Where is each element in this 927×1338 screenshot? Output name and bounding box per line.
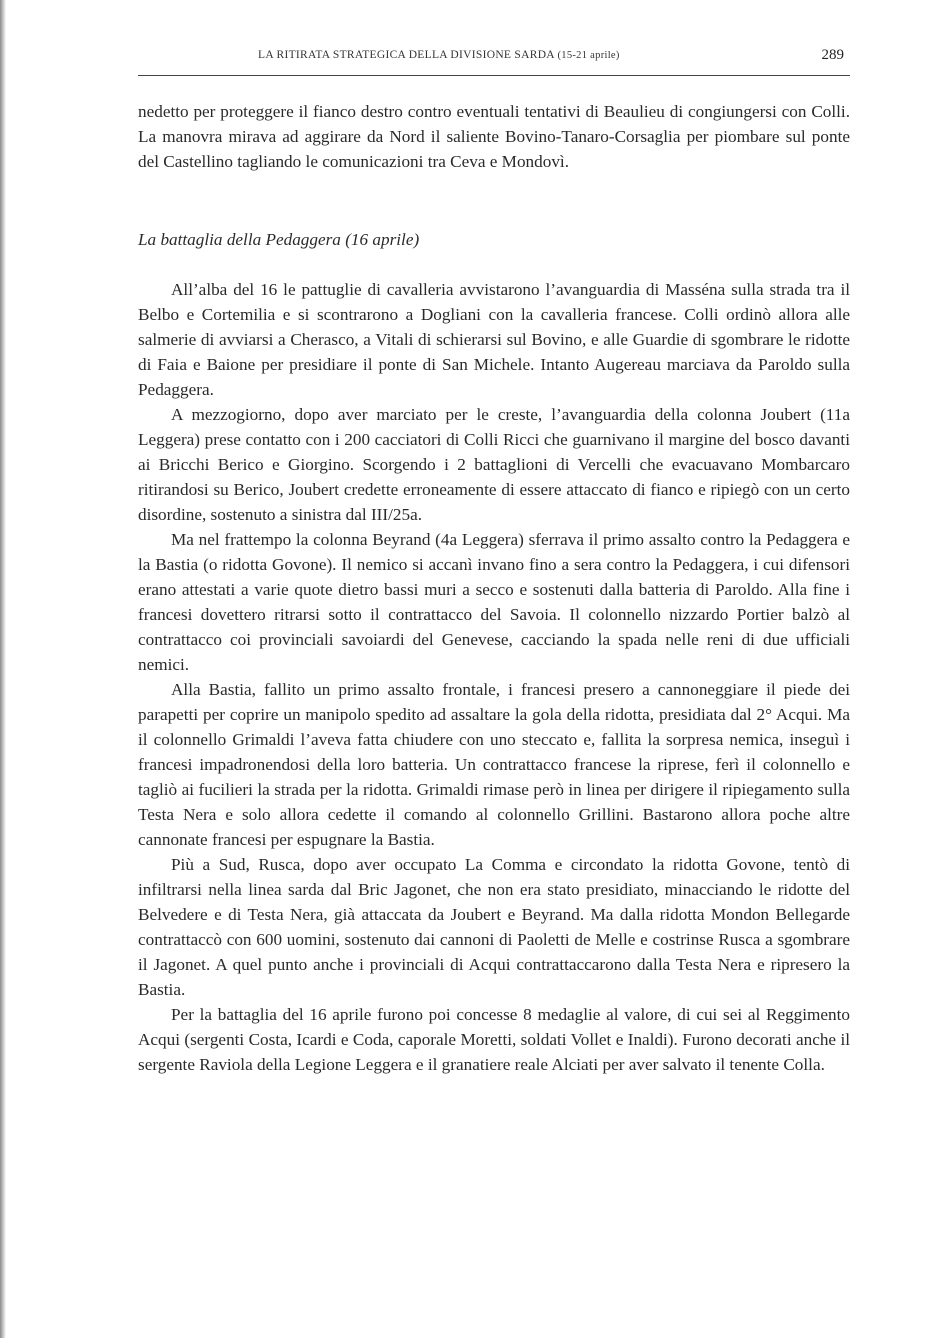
running-header-dates: (15-21 aprile) [557, 50, 620, 61]
running-header [138, 48, 850, 70]
paragraph: All’alba del 16 le pattuglie di cavalleria avvistarono l’avanguardia di Masséna sulla strada tra il Belbo e Cortemilia e si scontrarono a Dogliani con la cavalleria francese. Colli ordinò allora alle salmerie di avviarsi a Cherasco, a Vitali di schierarsi sul Bovino, e alle Guardie di sgombrare le ridotte di Faia e Baione per presidiare il ponte di San Michele. Intanto Augereau marciava da Paroldo sulla Pedaggera. [138, 280, 850, 399]
running-header-main: LA RITIRATA STRATEGICA DELLA DIVISIONE SARDA [258, 49, 555, 61]
paragraph: Alla Bastia, fallito un primo assalto frontale, i francesi presero a cannoneggiare il piede dei parapetti per coprire un manipolo spedito ad assaltare la gola della ridotta, presidiata dal 2° Acqui. Ma il colonnello Grimaldi l’aveva fatta chiudere con uno steccato e, fallita la sorpresa nemica, inseguì i francesi impadronendosi della loro batteria. Un contrattacco francese la riprese, ferì il colonnello e tagliò ai fucilieri la strada per la ridotta. Grimaldi rimase però in linea per dirigere il ripiegamento sulla Testa Nera e solo allora cedette il comando al colonnello Grillini. Bastarono allora poche altre cannonate francesi per espugnare la Bastia. [138, 680, 850, 849]
continuation-paragraph: nedetto per proteggere il fianco destro contro eventuali tentativi di Beaulieu di congiungersi con Colli. La manovra mirava ad aggirare da Nord il saliente Bovino-Tanaro-Corsaglia per piombare sul ponte del Castellino tagliando le comunicazioni tra Ceva e Mondovì. [138, 102, 850, 171]
paragraph: A mezzogiorno, dopo aver marciato per le creste, l’avanguardia della colonna Joubert (11a Leggera) prese contatto con i 200 cacciatori di Colli Ricci che guarnivano il margine del bosco davanti ai Bricchi Berico e Giorgino. Scorgendo i 2 battaglioni di Vercelli che evacuavano Mombarcaro ritirandosi su Berico, Joubert credette erroneamente di essere attaccato di fianco e ripiegò con un certo disordine, sostenuto a sinistra dal III/25a. [138, 405, 850, 524]
header-rule [138, 75, 850, 76]
page-binding-edge [0, 0, 6, 1338]
page-number: 289 [821, 47, 844, 63]
paragraph: Ma nel frattempo la colonna Beyrand (4a Leggera) sferrava il primo assalto contro la Pedaggera e la Bastia (o ridotta Govone). Il nemico si accanì invano fino a sera contro la Pedaggera, i cui difensori erano attestati a varie quote dietro bassi muri a secco e sostenuti dalla batteria di Paroldo. Alla fine i francesi dovettero ritrarsi sotto il contrattacco del Savoia. Il colonnello nizzardo Portier balzò al contrattacco coi provinciali savoiardi del Genevese, cacciando la spada nelle reni di due ufficiali nemici. [138, 530, 850, 674]
paragraph: Per la battaglia del 16 aprile furono poi concesse 8 medaglie al valore, di cui sei al Reggimento Acqui (sergenti Costa, Icardi e Coda, caporale Moretti, soldati Vollet e Inaldi). Furono decorati anche il sergente Raviola della Legione Leggera e il granatiere reale Alciati per aver salvato il tenente Colla. [138, 1005, 850, 1074]
section-heading: La battaglia della Pedaggera (16 aprile) [138, 230, 420, 249]
running-header-title [258, 49, 620, 61]
body-text [138, 99, 850, 1077]
paragraph: Più a Sud, Rusca, dopo aver occupato La Comma e circondato la ridotta Govone, tentò di infiltrarsi nella linea sarda dal Bric Jagonet, che non era stato presidiato, minacciando le ridotte del Belvedere e di Testa Nera, già attaccata da Joubert e Beyrand. Ma dalla ridotta Mondon Bellegarde contrattaccò con 600 uomini, sostenuto dai cannoni di Paoletti de Melle e costrinse Rusca a sgombrare il Jagonet. A quel punto anche i provinciali di Acqui contrattaccarono dalla Testa Nera e ripresero la Bastia. [138, 855, 850, 999]
